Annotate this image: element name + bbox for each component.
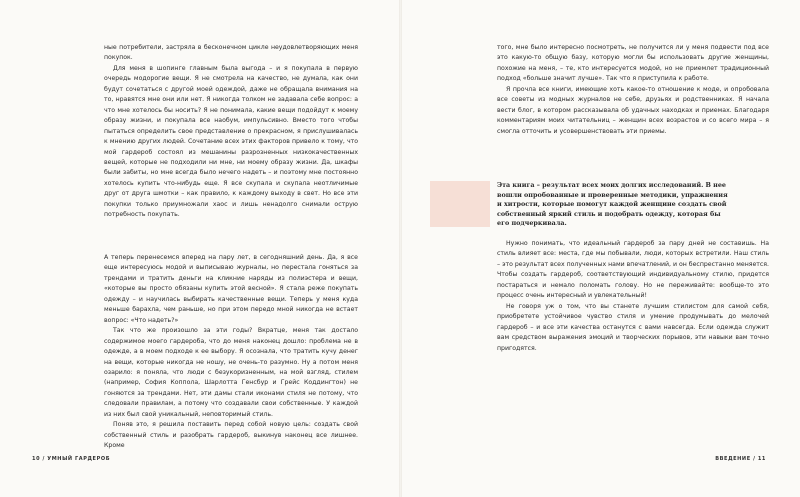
paragraph: Для меня в шопинге главным была выгода – и я покупала в первую очередь модорогие вещи. Я не смотрела на качество, не думала, как они будут сочетаться с другой моей одеждой, даже не обращала внимания на то, нравятся мне они или нет. Я никогда толком не задавала себе вопрос: а что мне хотелось бы носить? Я не понимала, какие вещи подойдут к моему образу жизни, и покупала все наобум, импульсивно. Вместо того чтобы пытаться определить свое представление о прекрасном, я прислушивалась к мнению других людей. Сочетание всех этих факторов привело к тому, что мой гардероб состоял из мешанины разрозненных низкокачественных вещей, которые не подходили ни мне, ни моему образу жизни. Да, шкафы были забиты, но мне всегда было нечего надеть – и поэтому мне постоянно хотелось купить что-нибудь еще. Я все скупала и скупала неотличимые друг от друга шмотки – как правило, к каждому выходу в свет. Но все эти покупки только приумножали хаос и лишь ненадолго снимали острую потребность покупать.: [104, 64, 358, 219]
left-page-text-block-1: [104, 43, 358, 221]
left-page-text-block-2: [104, 253, 358, 452]
pull-quote: [430, 181, 790, 227]
paragraph: Не говоря уж о том, что вы станете лучшим стилистом для самой себя, приобретете устойчивое чувство стиля и умение продумывать до мелочей гардероб – и все эти качества останутся с вами навсегда. Если одежда служит вам средством выражения эмоций и творческих порывов, эти навыки вам точно пригодятся.: [497, 302, 769, 352]
right-page-folio: ВВЕДЕНИЕ / 11: [715, 456, 766, 462]
book-spine: [399, 0, 402, 497]
right-page-text-block-1: [497, 43, 769, 137]
pull-quote-accent-band: [430, 181, 490, 227]
left-page-folio: 10 / УМНЫЙ ГАРДЕРОБ: [32, 456, 111, 462]
paragraph: Нужно понимать, что идеальный гардероб за пару дней не составишь. На стиль влияет все: места, где мы побывали, люди, которых встретили. Наш стиль – это результат всех полученных нами впечатлений, и он беспрестанно меняется. Чтобы создать гардероб, соответствующий индивидуальному стилю, придется постараться и немало поломать голову. Но не переживайте: вообще-то это процесс очень интересный и увлекательный!: [497, 240, 769, 300]
paragraph: того, мне было интересно посмотреть, не получится ли у меня подвести под все это какую-то общую базу, которую могли бы использовать другие женщины, похожие на меня, – те, кто интересуется модой, но не приемлет традиционный подход «больше значит лучше». Так что я приступила к работе.: [497, 44, 769, 83]
paragraph: Поняв это, я решила поставить перед собой новую цель: создать свой собственный стиль и разобрать гардероб, выкинув наконец все лишнее. Кроме: [104, 421, 358, 450]
paragraph: Я прочла все книги, имеющие хоть какое-то отношение к моде, и опробовала все советы из модных журналов не себе, друзьях и родственниках. Я начала вести блог, в котором рассказывала об удачных находках и приемах. Благодаря комментариям моих читательниц – женщин всех возрастов и со всего мира – я смогла отточить и усовершенствовать эти приемы.: [497, 85, 769, 135]
right-page-text-block-2: [497, 239, 769, 354]
paragraph: А теперь перенесемся вперед на пару лет, в сегодняшний день. Да, я все еще интересуюсь модой и выписываю журналы, но перестала гоняться за трендами и тратить деньги на кликние наряды из полиэстера и вещи, «которые вы просто обязаны купить этой весной». Я стала реже покупать одежду – и научилась выбирать качественные вещи. Теперь у меня куда меньше барахла, чем раньше, но при этом передо мной никогда не встает вопрос: «Что надеть?»: [104, 254, 358, 324]
paragraph: Так что же произошло за эти годы? Вкратце, меня так достало содержимое моего гардероба, что до меня наконец дошло: проблема не в одежде, а в моем подходе к ее выбору. Я осознала, что тратить кучу денег на вещи, которые никогда не ношу, не очень-то разумно. Ну а потом меня озарило: я поняла, что люди с безукоризненным, на мой взгляд, стилем (например, София Коппола, Шарлотта Генсбур и Грейс Коддингтон) не гоняются за трендами. Нет, эти дамы стали иконами стиля не потому, что следовали правилам, а потому что создавали свои собственные. У каждой из них был свой уникальный, неповторимый стиль.: [104, 327, 358, 418]
paragraph: ные потребители, застряла в бесконечном цикле неудовлетворяющих меня покупок.: [104, 44, 358, 62]
pull-quote-text: Эта книга – результат всех моих долгих исследований. В нее вошли опробованные и проверенные методики, упражнения и хитрости, которые помогут каждой женщине создать свой собственный яркий стиль и подобрать одежду, которая бы его подчеркивала.: [497, 181, 728, 228]
